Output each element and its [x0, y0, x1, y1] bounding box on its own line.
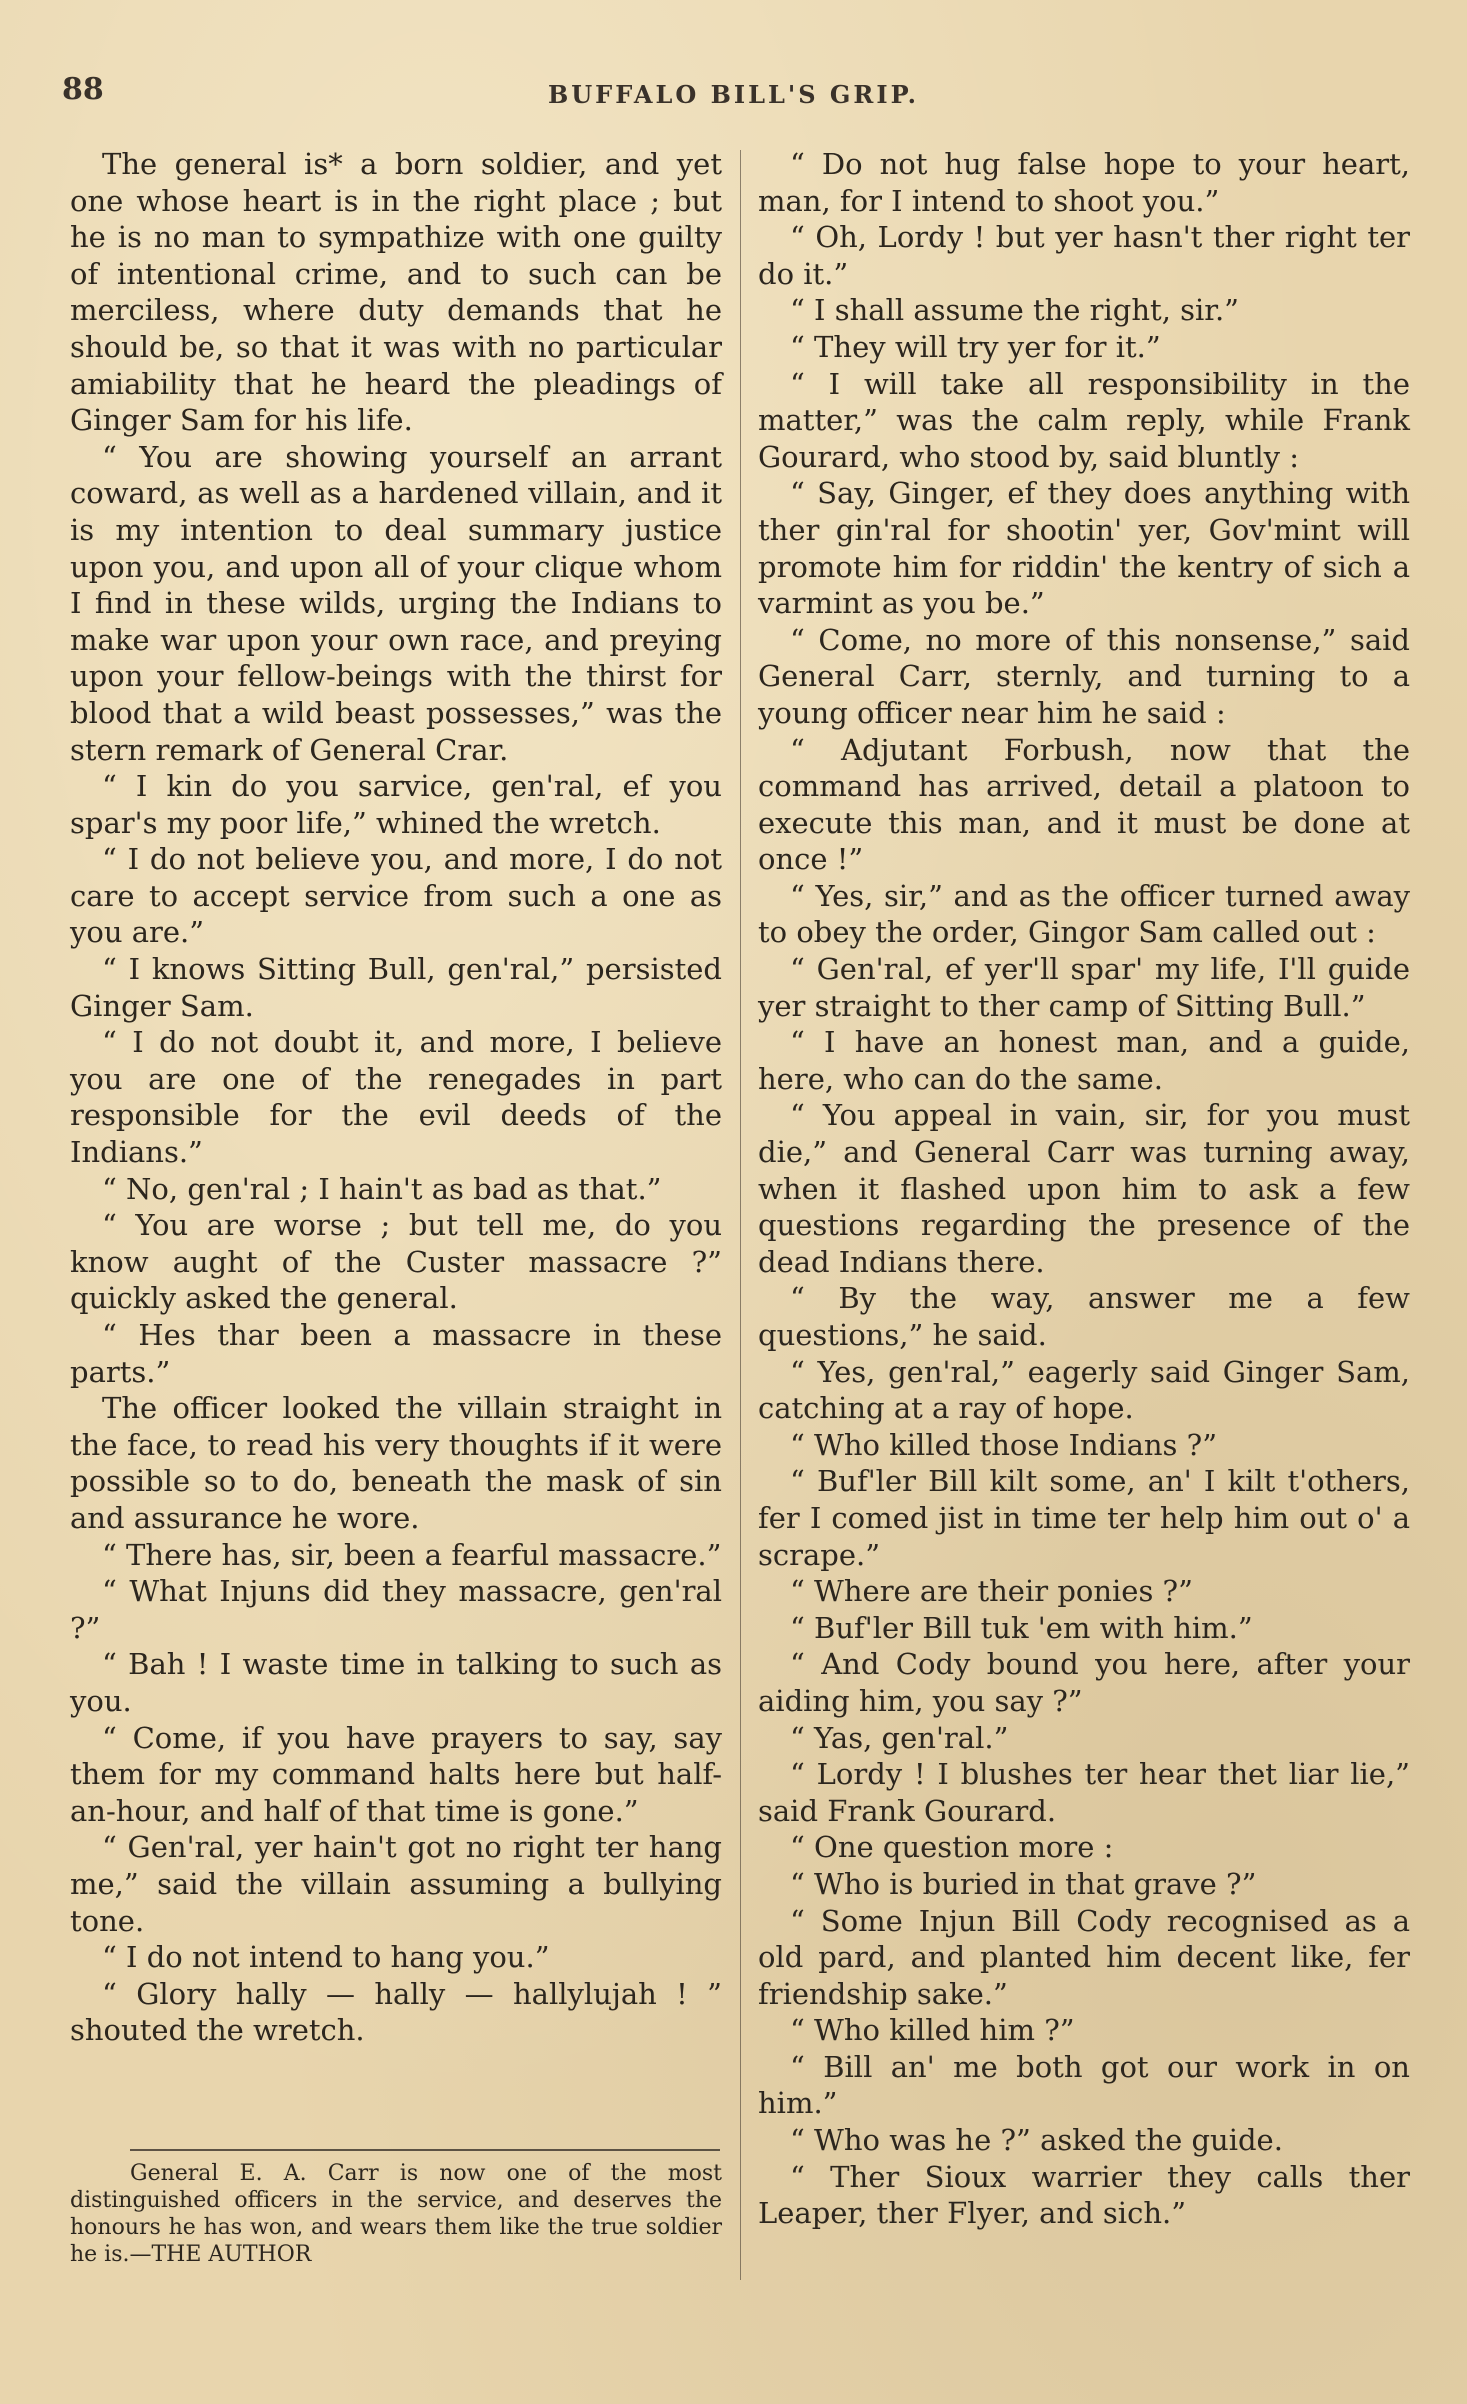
paragraph: “ I do not doubt it, and more, I believe you are one of the renegades in part responsible for the evil deeds of the Indians.” [70, 1025, 722, 1170]
paragraph: “ Who is buried in that grave ?” [790, 1866, 1257, 1901]
paragraph: “ Ther Sioux warrier they calls ther Leaper, ther Flyer, and sich.” [758, 2159, 1410, 2231]
footnote-text: General E. A. Carr is now one of the most distinguished officers in the service, and deserves the honours he has won, and wears them like the true soldier he is.—THE AUTHOR [70, 2161, 722, 2267]
paragraph: “ I shall assume the right, sir.” [790, 293, 1240, 328]
paragraph: “ They will try yer for it.” [790, 329, 1161, 364]
paragraph: “ Do not hug false hope to your heart, man, for I intend to shoot you.” [758, 147, 1410, 218]
paragraph: “ I will take all responsibility in the matter,” was the calm reply, while Frank Gourard, who stood by, said bluntly : [758, 366, 1410, 474]
running-head: BUFFALO BILL'S GRIP. [547, 80, 920, 109]
paragraph: “ Hes thar been a massacre in these parts.” [70, 1318, 722, 1389]
paragraph: “ You are showing yourself an arrant coward, as well as a hardened villain, and it is my intention to deal summary justice upon you, and upon all of your clique whom I find in these wilds, urging the Indians to make war upon your own race, and preying upon your fellow-beings with the thirst for blood that a wild beast possesses,” was the stern remark of General Crar. [70, 439, 722, 767]
paragraph: “ I do not intend to hang you.” [102, 1940, 550, 1975]
paragraph: “ Glory hally — hally — hallylujah ! ” shouted the wretch. [70, 1976, 722, 2048]
paragraph: The general is* a born soldier, and yet one whose heart is in the right place ; but he is no man to sympathize with one guilty of intentional crime, and to such can be merciless, where duty demands that he should be, so that it was with no particular amiability that he heard the pleadings of Ginger Sam for his life. [70, 147, 722, 438]
paragraph: “ Yes, sir,” and as the officer turned away to obey the order, Gingor Sam called out : [758, 878, 1410, 950]
paragraph: “ You appeal in vain, sir, for you must die,” and General Carr was turning away, when it flashed upon him to ask a few questions regarding the presence of the dead Indians there. [758, 1098, 1410, 1279]
paragraph: “ Yes, gen'ral,” eagerly said Ginger Sam, catching at a ray of hope. [758, 1354, 1410, 1426]
paragraph: “ What Injuns did they massacre, gen'ral ?” [70, 1574, 722, 1645]
paragraph: “ Oh, Lordy ! but yer hasn't ther right ter do it.” [758, 220, 1410, 291]
paragraph: “ Some Injun Bill Cody recognised as a old pard, and planted him decent like, fer friendship sake.” [758, 1903, 1410, 2011]
paragraph: “ Gen'ral, yer hain't got no right ter hang me,” said the villain assuming a bullying tone. [70, 1830, 722, 1938]
paragraph: “ Where are their ponies ?” [790, 1574, 1193, 1609]
paragraph: “ I knows Sitting Bull, gen'ral,” persisted Ginger Sam. [70, 952, 722, 1023]
page-number: 88 [62, 72, 104, 107]
paragraph: “ I do not believe you, and more, I do not care to accept service from such a one as you are.” [70, 842, 722, 950]
paragraph: “ By the way, answer me a few questions,” he said. [758, 1281, 1410, 1352]
paragraph: “ Adjutant Forbush, now that the command has arrived, detail a platoon to execute this man, and it must be done at once !” [758, 732, 1410, 877]
page-header [62, 72, 1405, 116]
footnote-rule [130, 2149, 720, 2151]
left-column [70, 146, 722, 2049]
paragraph: “ Bah ! I waste time in talking to such as you. [70, 1647, 722, 1718]
paragraph: “ You are worse ; but tell me, do you know aught of the Custer massacre ?” quickly asked the general. [70, 1208, 722, 1316]
paragraph: “ Who killed those Indians ?” [790, 1427, 1218, 1462]
paragraph: “ Say, Ginger, ef they does anything with ther gin'ral for shootin' yer, Gov'mint will promote him for riddin' the kentry of sich a varmint as you be.” [758, 476, 1410, 621]
paragraph: “ And Cody bound you here, after your aiding him, you say ?” [758, 1647, 1410, 1718]
paragraph: The officer looked the villain straight in the face, to read his very thoughts if it were possible so to do, beneath the mask of sin and assurance he wore. [70, 1391, 722, 1535]
paragraph: “ Come, no more of this nonsense,” said General Carr, sternly, and turning to a young officer near him he said : [758, 622, 1410, 730]
paragraph: “ Gen'ral, ef yer'll spar' my life, I'll guide yer straight to ther camp of Sitting Bull.” [758, 952, 1410, 1023]
paragraph: “ Who killed him ?” [790, 2013, 1075, 2048]
paragraph: “ No, gen'ral ; I hain't as bad as that.” [102, 1171, 662, 1206]
paragraph: “ One question more : [790, 1830, 1114, 1865]
right-column [758, 146, 1410, 2232]
paragraph: “ Come, if you have prayers to say, say them for my command halts here but half-an-hour, and half of that time is gone.” [70, 1720, 722, 1828]
paragraph: “ Yas, gen'ral.” [790, 1720, 1009, 1755]
paragraph: “ Who was he ?” asked the guide. [790, 2123, 1283, 2158]
footnote [70, 2160, 722, 2268]
paragraph: “ I have an honest man, and a guide, here, who can do the same. [758, 1025, 1410, 1096]
paragraph: “ I kin do you sarvice, gen'ral, ef you spar's my poor life,” whined the wretch. [70, 769, 722, 840]
column-divider [740, 150, 741, 2280]
paragraph: “ There has, sir, been a fearful massacre.” [102, 1537, 722, 1572]
paragraph: “ Buf'ler Bill kilt some, an' I kilt t'others, fer I comed jist in time ter help him out o' a scrape.” [758, 1464, 1410, 1572]
paragraph: “ Lordy ! I blushes ter hear thet liar lie,” said Frank Gourard. [758, 1757, 1410, 1828]
paragraph: “ Bill an' me both got our work in on him.” [758, 2049, 1410, 2121]
paragraph: “ Buf'ler Bill tuk 'em with him.” [790, 1610, 1253, 1645]
